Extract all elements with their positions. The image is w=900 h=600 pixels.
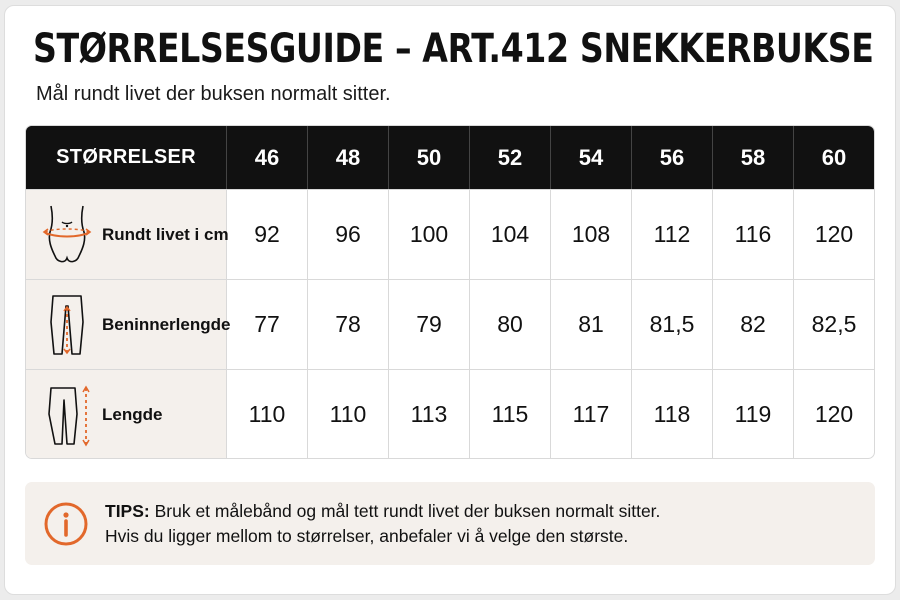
table-cell: 110	[308, 370, 389, 459]
row-label: Rundt livet i cm	[102, 224, 229, 244]
inseam-measure-icon	[36, 290, 98, 360]
row-label: Beninnerlengde	[102, 314, 231, 334]
table-cell: 79	[389, 280, 470, 369]
table-cell: 80	[470, 280, 551, 369]
table-row-waist	[26, 189, 874, 279]
size-header: 58	[713, 126, 794, 189]
waist-measure-icon	[36, 200, 98, 270]
table-cell: 104	[470, 190, 551, 279]
table-cell: 77	[227, 280, 308, 369]
table-cell: 117	[551, 370, 632, 459]
table-cell: 108	[551, 190, 632, 279]
tips-line-2: Hvis du ligger mellom to størrelser, anbefaler vi å velge den største.	[105, 526, 629, 546]
page-subtitle: Mål rundt livet der buksen normalt sitter.	[36, 83, 391, 105]
table-header-row	[26, 126, 874, 189]
size-header: 56	[632, 126, 713, 189]
size-header: 54	[551, 126, 632, 189]
row-label-cell	[26, 280, 231, 369]
tips-heading: TIPS:	[105, 501, 150, 521]
table-cell: 116	[713, 190, 794, 279]
page-title: STØRRELSESGUIDE – ART.412 SNEKKERBUKSE	[33, 26, 874, 72]
table-cell: 110	[227, 370, 308, 459]
info-icon	[43, 501, 89, 547]
table-cell: 78	[308, 280, 389, 369]
table-cell: 96	[308, 190, 389, 279]
size-header: 50	[389, 126, 470, 189]
table-cell: 119	[713, 370, 794, 459]
table-cell: 112	[632, 190, 713, 279]
size-header: 48	[308, 126, 389, 189]
tips-box	[25, 482, 875, 565]
table-cell: 100	[389, 190, 470, 279]
tips-line-1: Bruk et målebånd og mål tett rundt livet der buksen normalt sitter.	[149, 501, 661, 521]
size-table	[25, 125, 875, 459]
size-header: 60	[821, 144, 847, 170]
table-cell: 81,5	[632, 280, 713, 369]
table-cell: 115	[470, 370, 551, 459]
table-cell: 120	[814, 401, 854, 427]
tips-text	[105, 499, 660, 549]
size-header: 46	[227, 126, 308, 189]
table-cell: 118	[632, 370, 713, 459]
table-cell: 82,5	[811, 311, 857, 337]
row-label-cell	[26, 190, 227, 279]
table-cell: 120	[814, 221, 854, 247]
table-cell: 82	[713, 280, 794, 369]
table-cell: 113	[389, 370, 470, 459]
table-row-length	[26, 369, 874, 459]
length-measure-icon	[36, 380, 98, 450]
header-label: STØRRELSER	[56, 146, 196, 168]
row-label-cell	[26, 370, 227, 459]
header-label-cell	[26, 126, 227, 189]
table-row-inseam	[26, 279, 874, 369]
size-header: 52	[470, 126, 551, 189]
row-label: Lengde	[102, 404, 163, 424]
table-cell: 81	[551, 280, 632, 369]
table-cell: 92	[227, 190, 308, 279]
